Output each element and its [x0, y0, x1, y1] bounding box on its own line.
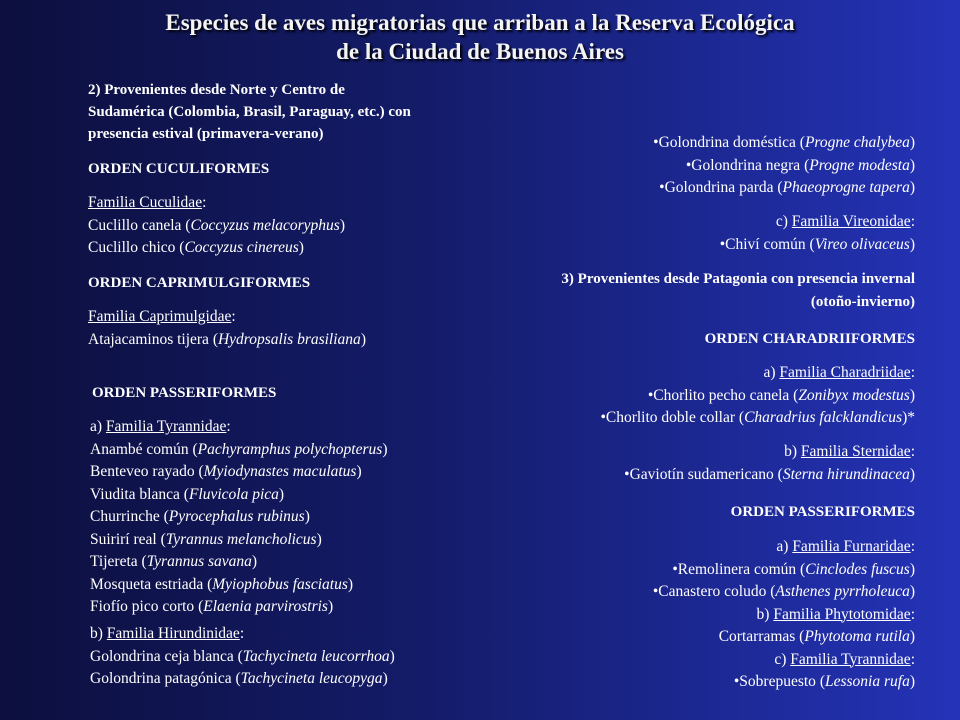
species-item: Golondrina patagónica (Tachycineta leucopyga) — [90, 670, 388, 687]
family-sternidae — [624, 441, 915, 486]
slide-title — [60, 8, 900, 66]
species-item: •Gaviotín sudamericano (Sterna hirundinacea) — [624, 465, 915, 483]
hirundinidae-continued — [653, 132, 915, 200]
species-item: •Chiví común (Vireo olivaceus) — [719, 235, 915, 253]
family-charadriidae — [600, 362, 915, 430]
family-hirundinidae — [90, 623, 395, 691]
species-item: •Golondrina negra (Progne modesta) — [685, 156, 915, 174]
family-heading: c) Familia Tyrannidae: — [774, 650, 915, 668]
family-vireonidae — [720, 211, 915, 256]
species-item: •Remolinera común (Cinclodes fuscus) — [672, 560, 915, 578]
species-item: Viudita blanca (Fluvicola pica) — [90, 485, 285, 503]
bullet-icon: • — [653, 134, 659, 151]
bullet-icon: • — [719, 235, 726, 253]
order-heading-passeriformes-right: ORDEN PASSERIFORMES — [730, 504, 915, 520]
family-name: Familia Tyrannidae — [105, 418, 227, 435]
order-heading-passeriformes-left: ORDEN PASSERIFORMES — [92, 385, 277, 401]
family-heading: Familia Cuculidae: — [88, 194, 207, 211]
family-name: Familia Phytotomidae — [773, 605, 911, 623]
bullet-icon: • — [685, 156, 692, 174]
family-heading: a) Familia Tyrannidae: — [90, 418, 231, 435]
family-caprimulgidae — [88, 306, 366, 351]
family-name: Familia Vireonidae — [791, 213, 911, 230]
family-heading: b) Familia Hirundinidae: — [90, 625, 245, 642]
family-name: Familia Charadriidae — [779, 364, 911, 381]
bullet-icon: • — [624, 465, 630, 483]
bullet-icon: • — [672, 560, 678, 578]
species-item: Suirirí real (Tyrannus melancholicus) — [90, 530, 322, 548]
species-item: •Sobrepuesto (Lessonia rufa) — [733, 673, 915, 690]
family-heading: a) Familia Furnaridae: — [776, 538, 915, 555]
family-tyrannidae-left — [90, 416, 387, 619]
species-item: Benteveo rayado (Myiodynastes maculatus) — [90, 463, 362, 480]
species-item: •Golondrina doméstica (Progne chalybea) — [653, 134, 915, 151]
family-name: Familia Cuculidae — [88, 194, 203, 211]
species-item: Mosqueta estriada (Myiophobus fasciatus) — [90, 575, 354, 593]
bullet-icon: • — [659, 179, 665, 196]
section-header-line: Sudamérica (Colombia, Brasil, Paraguay, etc.) con — [88, 104, 411, 120]
family-heading: Familia Caprimulgidae: — [88, 308, 236, 325]
family-heading: b) Familia Sternidae: — [784, 443, 915, 460]
family-heading: a) Familia Charadriidae: — [763, 364, 915, 381]
species-item: Fiofío pico corto (Elaenia parvirostris) — [90, 598, 334, 615]
species-item: •Golondrina parda (Phaeoprogne tapera) — [659, 179, 915, 196]
bullet-icon: • — [647, 386, 654, 404]
species-item: •Chorlito pecho canela (Zonibyx modestus) — [647, 386, 915, 404]
families-passeriformes-right — [653, 536, 915, 694]
family-cuculidae — [88, 192, 345, 260]
bullet-icon: • — [733, 673, 740, 690]
family-name: Familia Furnaridae — [792, 538, 911, 555]
family-name: Familia Sternidae — [800, 443, 911, 460]
family-heading: c) Familia Vireonidae: — [775, 213, 915, 230]
order-heading-charadriiformes: ORDEN CHARADRIIFORMES — [704, 331, 915, 347]
species-item: Tijereta (Tyrannus savana) — [90, 553, 258, 570]
section-2-header — [88, 79, 411, 145]
bullet-icon: • — [652, 583, 659, 600]
species-item: Anambé común (Pachyramphus polychopterus) — [90, 440, 388, 458]
order-heading-caprimulgiformes: ORDEN CAPRIMULGIFORMES — [88, 275, 311, 291]
species-item: •Canastero coludo (Asthenes pyrrholeuca) — [652, 583, 915, 600]
family-name: Familia Hirundinidae — [106, 625, 240, 642]
order-heading-cuculiformes: ORDEN CUCULIFORMES — [88, 161, 270, 177]
species-item: Atajacaminos tijera (Hydropsalis brasiliana) — [88, 330, 366, 348]
bullet-icon: • — [600, 409, 606, 426]
species-item: Golondrina ceja blanca (Tachycineta leucorrhoa) — [90, 647, 395, 665]
family-name: Familia Caprimulgidae — [88, 308, 232, 325]
section-header-line: (otoño-invierno) — [810, 293, 915, 310]
section-3-header — [561, 268, 915, 313]
section-header-line: 2) Provenientes desde Norte y Centro de — [88, 82, 345, 98]
title-line-2: de la Ciudad de Buenos Aires — [336, 39, 624, 64]
section-header-line: presencia estival (primavera-verano) — [88, 126, 324, 142]
species-item: Churrinche (Pyrocephalus rubinus) — [90, 508, 310, 525]
family-name: Familia Tyrannidae — [790, 650, 911, 668]
species-item: •Chorlito doble collar (Charadrius falcklandicus)* — [600, 409, 915, 426]
species-item: Cuclillo chico (Coccyzus cinereus) — [88, 239, 304, 256]
species-item: Cuclillo canela (Coccyzus melacoryphus) — [88, 216, 345, 234]
species-item: Cortarramas (Phytotoma rutila) — [718, 628, 915, 645]
title-line-1: Especies de aves migratorias que arriban a la Reserva Ecológica — [165, 10, 795, 35]
family-heading: b) Familia Phytotomidae: — [756, 605, 915, 623]
section-header-line: 3) Provenientes desde Patagonia con presencia invernal — [561, 271, 915, 287]
